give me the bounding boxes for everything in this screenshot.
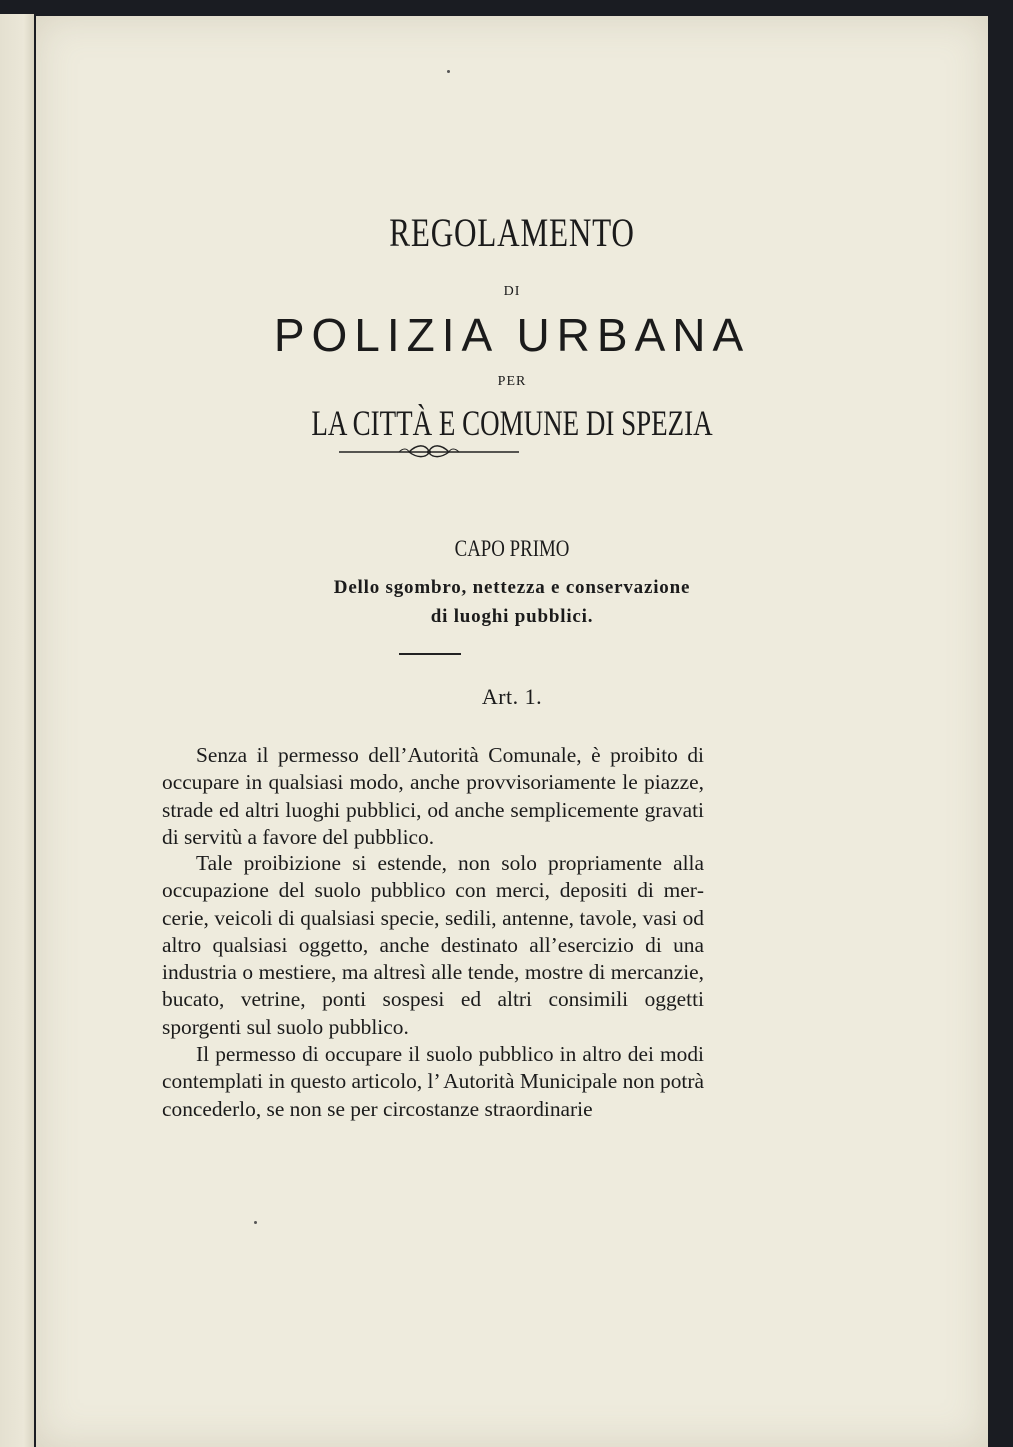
chapter-subtitle-line1: Dello sgombro, nettezza e conservazione <box>333 577 691 598</box>
title-regolamento: REGOLAMENTO <box>389 210 635 255</box>
previous-page-edge <box>0 14 34 1447</box>
ornament-divider-icon <box>339 443 519 459</box>
title-polizia-urbana: POLIZIA URBANA <box>273 309 751 361</box>
paper-speck <box>254 1221 257 1224</box>
title-connector-di: DI <box>503 284 521 299</box>
section-rule <box>399 653 461 655</box>
title-place: LA CITTÀ E COMUNE DI SPEZIA <box>311 403 713 443</box>
scan-background-right <box>988 16 1013 1447</box>
paper-speck <box>447 70 450 73</box>
paragraph-text: Tale proibizione si estende, non solo propriamente alla occupazione del suolo pubblico con merci, depositi di mercerie, veicoli di qualsiasi specie, sedili, antenne, tavole, vasi od altro qualsiasi oggetto, anche destinato all’esercizio di una industria o mestiere, ma altresì alle tende, mostre di mercanzie, bucato, vetrine, ponti sospesi ed altri consimili oggetti sporgenti sul suolo pubblico. <box>162 851 704 1039</box>
article-paragraph-1 <box>162 742 704 851</box>
article-paragraph-3 <box>162 1041 704 1123</box>
chapter-heading: CAPO PRIMO <box>454 536 570 561</box>
article-paragraph-2 <box>162 850 704 1041</box>
paragraph-text: Senza il permesso dell’Autorità Comunale, è proibito di occupare in qualsiasi modo, anche provvisoriamente le piazze, strade ed altri luoghi pubblici, od anche semplicemente gravati di servitù a favore del pubblico. <box>162 743 704 849</box>
article-label: Art. 1. <box>481 684 543 709</box>
document-page <box>36 16 988 1447</box>
chapter-subtitle-line2: di luoghi pubblici. <box>430 606 594 627</box>
title-connector-per: PER <box>497 374 527 389</box>
paragraph-text: Il permesso di occupare il suolo pubblico in altro dei modi contemplati in questo articolo, l’ Autorità Municipale non potrà concederlo, se non se per circostanze straordinarie <box>162 1042 704 1121</box>
